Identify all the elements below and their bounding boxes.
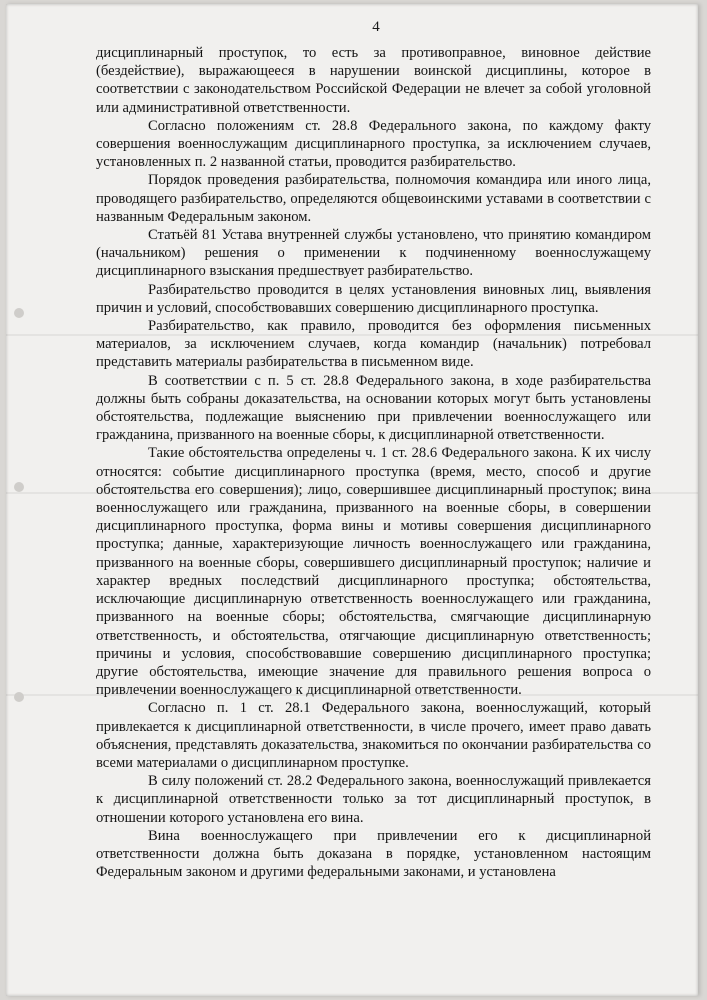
paragraph: Статьёй 81 Устава внутренней службы установлено, что принятию командиром (начальником) решения о применении к подчиненному военнослужащему дисциплинарного взыскания предшествует разбирательство. bbox=[96, 227, 651, 280]
paragraph: дисциплинарный проступок, то есть за противоправное, виновное действие (бездействие), выражающееся в нарушении воинской дисциплины, которое в соответствии с законодательством Российской Федерации не влечет за собой уголовной или административной ответственности. bbox=[96, 45, 651, 116]
page-number: 4 bbox=[372, 19, 380, 35]
punch-hole bbox=[14, 482, 24, 492]
paragraph: В соответствии с п. 5 ст. 28.8 Федерального закона, в ходе разбирательства должны быть собраны доказательства, на основании которых могут быть установлены обстоятельства, подлежащие выяснению при привлечении военнослужащего или гражданина, призванного на военные сборы, к дисциплинарной ответственности. bbox=[96, 372, 651, 444]
paragraph: Порядок проведения разбирательства, полномочия командира или иного лица, проводящего разбирательство, определяются общевоинскими уставами в соответствии с названным Федеральным законом. bbox=[96, 172, 651, 225]
paragraph: Согласно положениям ст. 28.8 Федерального закона, по каждому факту совершения военнослужащим дисциплинарного проступка, за исключением случаев, установленных п. 2 названной статьи, проводится разбирательство. bbox=[96, 117, 651, 171]
punch-hole bbox=[14, 308, 24, 318]
paragraph: Согласно п. 1 ст. 28.1 Федерального закона, военнослужащий, который привлекается к дисциплинарной ответственности, в числе прочего, имеет право давать объяснения, представлять доказательства, знакомиться по окончании разбирательства со всеми материалами о дисциплинарном проступке. bbox=[96, 700, 651, 771]
paragraph: Разбирательство, как правило, проводится без оформления письменных материалов, за исключением случаев, когда командир (начальник) потребовал представить материалы разбирательства в письменном виде. bbox=[96, 318, 651, 371]
paragraph: Разбирательство проводится в целях установления виновных лиц, выявления причин и условий, способствовавших совершению дисциплинарного проступка. bbox=[96, 281, 651, 316]
document-body bbox=[96, 44, 651, 881]
punch-hole bbox=[14, 692, 24, 702]
paragraph: Вина военнослужащего при привлечении его к дисциплинарной ответственности должна быть доказана в порядке, установленном настоящим Федеральным законом и другими федеральными законами, и установлена bbox=[96, 827, 651, 881]
document-page bbox=[6, 4, 698, 996]
paragraph: В силу положений ст. 28.2 Федерального закона, военнослужащий привлекается к дисциплинарной ответственности только за тот дисциплинарный проступок, в отношении которого установлена его вина. bbox=[96, 773, 651, 826]
paragraph: Такие обстоятельства определены ч. 1 ст. 28.6 Федерального закона. К их числу относятся: событие дисциплинарного проступка (время, место, способ и другие обстоятельства его совершения); лицо, совершившее дисциплинарный проступок; вина военнослужащего или гражданина, призванного на военные сборы, в совершении дисциплинарного проступка, форма вины и мотивы совершения дисциплинарного проступка; данные, характеризующие личность военнослужащего или гражданина, призванного на военные сборы, совершившего дисциплинарный проступок; наличие и характер вредных последствий дисциплинарного проступка; обстоятельства, исключающие дисциплинарную ответственность военнослужащего или гражданина, призванного на военные сборы; обстоятельства, смягчающие дисциплинарную ответственность, и обстоятельства, отягчающие дисциплинарную ответственность; причины и условия, способствовавшие совершению дисциплинарного проступка; другие обстоятельства, имеющие значение для правильного решения вопроса о привлечении военнослужащего к дисциплинарной ответственности. bbox=[96, 445, 651, 699]
